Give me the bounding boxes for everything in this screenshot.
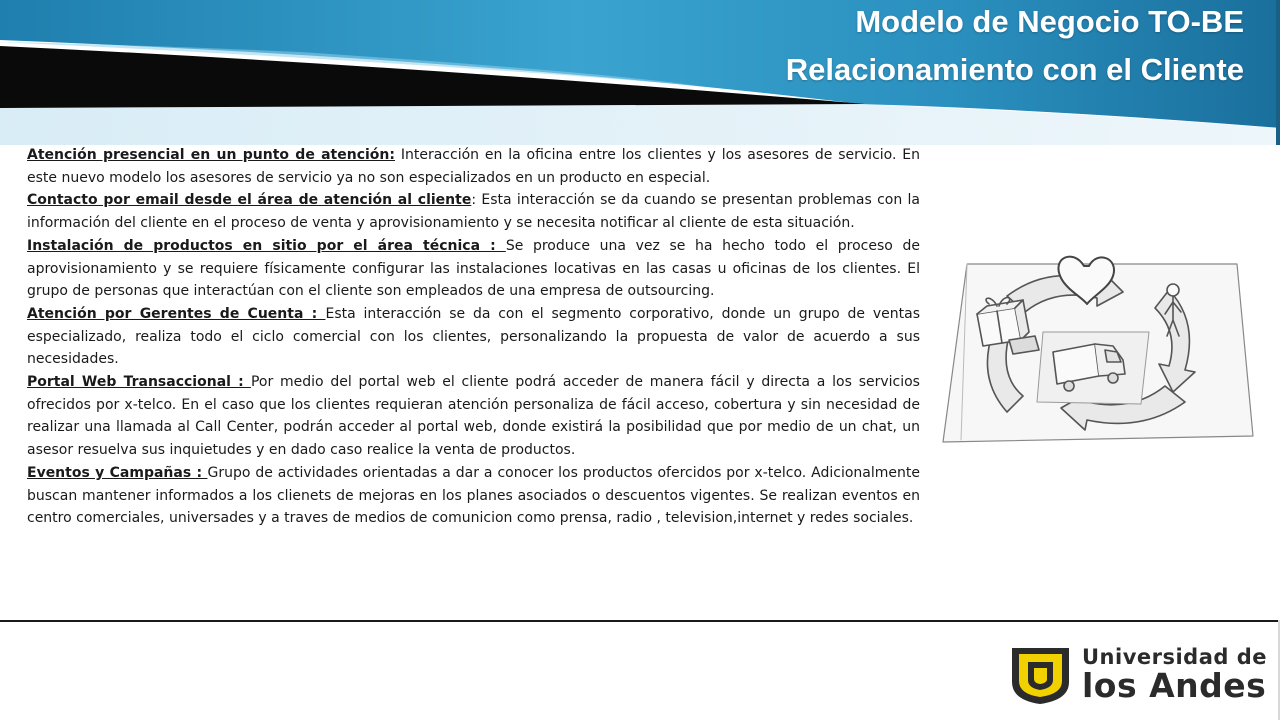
list-item <box>27 462 920 530</box>
item-term: Instalación de productos en sitio por el área técnica : <box>27 237 506 254</box>
item-description: Por medio del portal web el cliente podrá acceder de manera fácil y directa a los servicios ofrecidos por x-telco. En el caso que los clientes requieran atención personaliza de fácil acceso, cobertura y sin necesidad de realizar una llamada al Call Center, podrán acceder al portal web, donde existirá la posibilidad que por medio de un chat, un asesor resuelva sus inquietudes y en dado caso realice la venta de productos. <box>27 374 920 459</box>
slide-title-line-1: Modelo de Negocio TO-BE <box>855 4 1244 39</box>
logo-text-line-1: Universidad de <box>1082 645 1268 669</box>
item-description: Grupo de actividades orientadas a dar a conocer los productos ofercidos por x-telco. Adicionalmente buscan mantener informados a los clienets de mejoras en los planes asociados o descuentos vigentes. Se realizan eventos en centro comerciales, universades y a traves de medios de comunicion como prensa, radio , television,internet y redes sociales. <box>27 464 920 527</box>
header-banner <box>0 0 1280 145</box>
item-description: Se produce una vez se ha hecho todo el proceso de aprovisionamiento y se requiere físicamente configurar las instalaciones locativas en las casas u oficinas de los clientes. El grupo de personas que interactúan con el cliente son empleados de una empresa de outsourcing. <box>27 237 920 300</box>
list-item <box>27 189 920 234</box>
universidad-de-los-andes-logo <box>1008 644 1268 706</box>
footer-divider <box>0 620 1280 622</box>
item-term: Portal Web Transaccional : <box>27 374 251 391</box>
item-description: : Esta interacción se da cuando se presentan problemas con la información del cliente en el proceso de venta y aprovisionamiento y se necesita notificar al cliente de esta situación. <box>27 192 920 232</box>
item-description: Interacción en la oficina entre los clientes y los asesores de servicio. En este nuevo modelo los asesores de servicio ya no son especializados en un producto en especial. <box>27 147 920 186</box>
list-item <box>27 371 920 462</box>
customer-relationship-canvas-sketch-icon <box>937 236 1255 450</box>
list-item <box>27 144 920 189</box>
item-term: Atención por Gerentes de Cuenta : <box>27 305 326 322</box>
slide-title-line-2: Relacionamiento con el Cliente <box>785 52 1244 87</box>
item-term: Contacto por email desde el área de atención al cliente <box>27 192 472 209</box>
item-term: Eventos y Campañas : <box>27 464 208 481</box>
logo-text-line-2: los Andes <box>1082 666 1267 705</box>
item-term: Atención presencial en un punto de atención: <box>27 147 395 163</box>
item-description: Esta interacción se da con el segmento corporativo, donde un grupo de ventas especializado, realiza todo el ciclo comercial con los clientes, personalizando la propuesta de valor de acuerdo a sus necesidades. <box>27 305 920 368</box>
relationship-channels-list <box>27 144 920 530</box>
university-shield-icon <box>1008 644 1073 706</box>
list-item <box>27 235 920 303</box>
list-item <box>27 303 920 371</box>
